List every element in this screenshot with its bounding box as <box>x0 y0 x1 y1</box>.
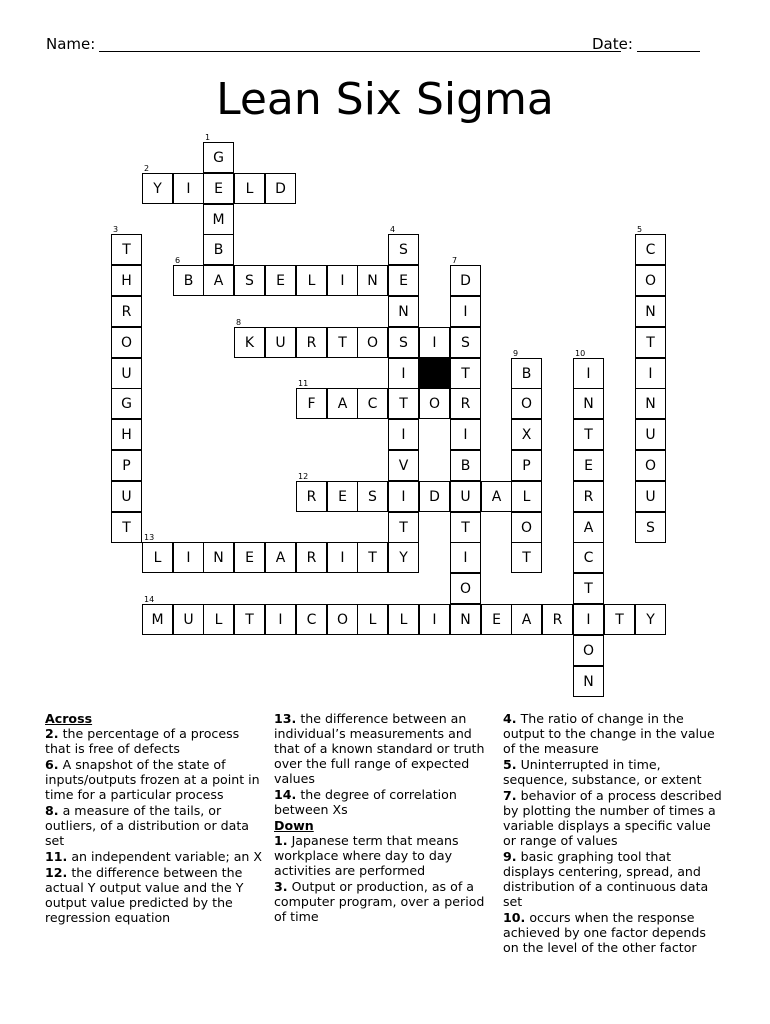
grid-cell[interactable] <box>635 265 666 296</box>
grid-cell[interactable] <box>388 296 419 327</box>
cell-letter: S <box>245 273 254 289</box>
cell-letter: I <box>463 427 468 443</box>
clue-number: 13 <box>144 533 155 542</box>
clues-column-3 <box>503 711 725 956</box>
clue-number: 6 <box>175 256 181 265</box>
cell-letter: O <box>520 520 533 536</box>
cell-letter: T <box>399 396 408 412</box>
grid-cell[interactable] <box>573 450 604 481</box>
cell-letter: O <box>428 396 441 412</box>
cell-letter: O <box>644 458 657 474</box>
grid-cell[interactable] <box>573 388 604 419</box>
cell-letter: E <box>276 273 285 289</box>
cell-letter: F <box>307 396 316 412</box>
cell-letter: T <box>368 550 377 566</box>
cell-letter: A <box>275 550 286 566</box>
cell-letter: O <box>644 273 657 289</box>
grid-cell[interactable] <box>265 265 296 296</box>
cell-letter: T <box>461 366 470 382</box>
grid-cell[interactable] <box>111 265 142 296</box>
cell-letter: E <box>245 550 254 566</box>
cell-letter: O <box>336 612 349 628</box>
cell-letter: I <box>340 273 345 289</box>
grid-cell[interactable] <box>111 388 142 419</box>
grid-cell[interactable] <box>173 256 204 296</box>
grid-cell[interactable] <box>111 225 142 265</box>
grid-cell[interactable] <box>296 265 327 296</box>
cell-letter: C <box>583 550 594 566</box>
grid-cell[interactable] <box>419 388 450 419</box>
down-clue: 4. The ratio of change in the output to the change in the value of the measure <box>503 711 715 756</box>
grid-cell[interactable] <box>511 388 542 419</box>
cell-letter: A <box>491 489 502 505</box>
cell-letter: I <box>186 550 191 566</box>
cell-letter: B <box>460 458 471 474</box>
cell-letter: H <box>121 427 132 443</box>
cell-letter: N <box>645 304 656 320</box>
grid-cell[interactable] <box>635 327 666 358</box>
grid-cell[interactable] <box>357 265 388 296</box>
cell-letter: T <box>646 335 655 351</box>
grid-cell[interactable] <box>388 358 419 389</box>
across-clue: 6. A snapshot of the state of inputs/outputs frozen at a point in time for a particular process <box>45 757 260 802</box>
grid-cell[interactable] <box>234 265 265 296</box>
cell-letter: E <box>399 273 408 289</box>
clues-column-1 <box>45 711 263 926</box>
grid-cell[interactable] <box>357 388 388 419</box>
grid-cell[interactable] <box>635 358 666 389</box>
cell-letter: U <box>645 427 656 443</box>
across-clue: 12. the difference between the actual Y output value and the Y output value predicted by the regression equation <box>45 865 244 925</box>
grid-cell[interactable] <box>573 604 604 635</box>
grid-cell[interactable] <box>635 512 666 543</box>
cell-letter: B <box>183 273 194 289</box>
grid-cell[interactable] <box>511 349 542 389</box>
clue-number: 3 <box>113 225 119 234</box>
cell-letter: R <box>583 489 594 505</box>
cell-letter: C <box>367 396 378 412</box>
cell-letter: N <box>398 304 409 320</box>
cell-letter: T <box>122 520 131 536</box>
grid-cell[interactable] <box>604 604 635 635</box>
grid-cell[interactable] <box>296 604 327 635</box>
clue-number: 12 <box>298 472 309 481</box>
grid-cell[interactable] <box>111 512 142 543</box>
cell-letter: T <box>399 520 408 536</box>
cell-letter: I <box>278 612 283 628</box>
grid-cell[interactable] <box>142 164 173 204</box>
grid-cell[interactable] <box>450 296 481 327</box>
grid-cell[interactable] <box>142 595 173 635</box>
cell-letter: N <box>645 396 656 412</box>
grid-cell[interactable] <box>388 265 419 296</box>
cell-letter: U <box>275 335 286 351</box>
grid-cell[interactable] <box>635 388 666 419</box>
grid-cell[interactable] <box>111 419 142 450</box>
grid-cell[interactable] <box>111 481 142 512</box>
across-clue: 13. the difference between an individual’s measurements and that of a known standard or truth over the full range of expected values <box>274 711 485 786</box>
grid-cell[interactable] <box>388 419 419 450</box>
across-clue: 2. the percentage of a process that is free of defects <box>45 726 240 756</box>
grid-cell[interactable] <box>573 512 604 543</box>
grid-cell[interactable] <box>419 481 450 512</box>
cell-letter: L <box>307 273 316 289</box>
grid-cell[interactable] <box>450 327 481 358</box>
grid-cell[interactable] <box>327 481 358 512</box>
clue-number: 4 <box>390 225 396 234</box>
grid-cell[interactable] <box>388 481 419 512</box>
grid-cell[interactable] <box>111 450 142 481</box>
grid-cell[interactable] <box>111 358 142 389</box>
cell-letter: I <box>586 612 591 628</box>
cell-letter: T <box>522 550 531 566</box>
clues-column-2 <box>274 711 496 925</box>
grid-cell[interactable] <box>142 533 173 573</box>
grid-cell[interactable] <box>573 635 604 666</box>
cell-letter: E <box>584 458 593 474</box>
cell-letter: I <box>401 427 406 443</box>
grid-cell[interactable] <box>450 388 481 419</box>
cell-letter: I <box>340 550 345 566</box>
cell-letter: D <box>429 489 440 505</box>
cell-letter: T <box>245 612 254 628</box>
down-clue: 5. Uninterrupted in time, sequence, substance, or extent <box>503 757 702 787</box>
grid-cell[interactable] <box>265 327 296 358</box>
grid-cell[interactable] <box>203 234 234 265</box>
cell-letter: N <box>583 674 594 690</box>
cell-letter: M <box>212 212 225 228</box>
clue-number: 7 <box>452 256 458 265</box>
cell-letter: P <box>122 458 131 474</box>
puzzle-title: Lean Six Sigma <box>216 74 554 125</box>
cell-letter: T <box>584 427 593 443</box>
grid-cell[interactable] <box>388 450 419 481</box>
cell-letter: B <box>521 366 532 382</box>
cell-letter: U <box>121 489 132 505</box>
cell-letter: R <box>121 304 132 320</box>
grid-cell[interactable] <box>203 542 234 573</box>
grid-cell[interactable] <box>234 542 265 573</box>
cell-letter: E <box>492 612 501 628</box>
grid-cell[interactable] <box>635 604 666 635</box>
cell-letter: I <box>401 366 406 382</box>
grid-cell[interactable] <box>265 604 296 635</box>
cell-letter: R <box>460 396 471 412</box>
cell-letter: I <box>463 550 468 566</box>
cell-letter: A <box>583 520 594 536</box>
cell-letter: S <box>399 335 408 351</box>
cell-letter: G <box>213 150 224 166</box>
cell-letter: I <box>463 304 468 320</box>
grid-cell[interactable] <box>573 573 604 604</box>
grid-cell[interactable] <box>511 481 542 512</box>
grid-cell[interactable] <box>481 481 512 512</box>
cell-letter: U <box>121 366 132 382</box>
grid-cell[interactable] <box>327 604 358 635</box>
cell-letter: S <box>368 489 377 505</box>
grid-cell[interactable] <box>573 419 604 450</box>
grid-cell[interactable] <box>327 327 358 358</box>
cell-letter: A <box>521 612 532 628</box>
cell-letter: L <box>368 612 377 628</box>
cell-letter: S <box>399 242 408 258</box>
grid-cell[interactable] <box>234 173 265 204</box>
grid-cell[interactable] <box>450 358 481 389</box>
cell-letter: R <box>306 550 317 566</box>
cell-letter: E <box>214 181 223 197</box>
grid-cell[interactable] <box>450 256 481 296</box>
grid-cell[interactable] <box>111 296 142 327</box>
clue-number: 11 <box>298 379 309 388</box>
grid-cell[interactable] <box>450 450 481 481</box>
cell-letter: Y <box>646 612 655 628</box>
cell-letter: U <box>460 489 471 505</box>
cell-letter: Y <box>399 550 408 566</box>
cell-letter: N <box>367 273 378 289</box>
grid-cell[interactable] <box>542 604 573 635</box>
cell-letter: I <box>648 366 653 382</box>
grid-cell[interactable] <box>327 542 358 573</box>
grid-cell[interactable] <box>357 481 388 512</box>
cell-letter: I <box>586 366 591 382</box>
date-label: Date: <box>592 35 633 53</box>
cell-letter: O <box>120 335 133 351</box>
grid-cell[interactable] <box>450 604 481 635</box>
grid-block <box>419 358 450 389</box>
grid-cell[interactable] <box>511 542 542 573</box>
cell-letter: U <box>645 489 656 505</box>
grid-cell[interactable] <box>203 204 234 235</box>
cell-letter: A <box>213 273 224 289</box>
grid-cell[interactable] <box>203 173 234 204</box>
cell-letter: P <box>522 458 531 474</box>
cell-letter: L <box>522 489 531 505</box>
clue-number: 8 <box>236 318 242 327</box>
grid-cell[interactable] <box>173 173 204 204</box>
grid-cell[interactable] <box>388 327 419 358</box>
cell-letter: L <box>153 550 162 566</box>
grid-cell[interactable] <box>635 481 666 512</box>
grid-cell[interactable] <box>296 472 327 512</box>
cell-letter: I <box>186 181 191 197</box>
cell-letter: N <box>460 612 471 628</box>
grid-cell[interactable] <box>203 604 234 635</box>
cell-letter: D <box>460 273 471 289</box>
cell-letter: C <box>645 242 656 258</box>
grid-cell[interactable] <box>388 542 419 573</box>
grid-cell[interactable] <box>450 573 481 604</box>
cell-letter: O <box>459 581 472 597</box>
cell-letter: S <box>461 335 470 351</box>
across-heading: Across <box>45 711 93 726</box>
cell-letter: N <box>583 396 594 412</box>
grid-cell[interactable] <box>234 604 265 635</box>
cell-letter: O <box>520 396 533 412</box>
cell-letter: S <box>646 520 655 536</box>
cell-letter: O <box>582 643 595 659</box>
grid-cell[interactable] <box>450 419 481 450</box>
grid-cell[interactable] <box>511 512 542 543</box>
grid-cell[interactable] <box>173 542 204 573</box>
grid-cell[interactable] <box>635 450 666 481</box>
grid-cell[interactable] <box>419 327 450 358</box>
cell-letter: I <box>432 612 437 628</box>
grid-cell[interactable] <box>203 265 234 296</box>
grid-cell[interactable] <box>450 481 481 512</box>
grid-cell[interactable] <box>357 327 388 358</box>
grid-cell[interactable] <box>511 604 542 635</box>
grid-cell[interactable] <box>450 542 481 573</box>
grid-cell[interactable] <box>635 225 666 265</box>
grid-cell[interactable] <box>388 604 419 635</box>
grid-cell[interactable] <box>111 327 142 358</box>
cell-letter: M <box>151 612 164 628</box>
grid-cell[interactable] <box>388 225 419 265</box>
grid-cell[interactable] <box>573 542 604 573</box>
down-clue: 9. basic graphing tool that displays centering, spread, and distribution of a continuous data set <box>503 849 709 909</box>
cell-letter: T <box>615 612 624 628</box>
down-clue: 1. Japanese term that means workplace where day to day activities are performed <box>274 833 459 878</box>
grid-cell[interactable] <box>357 542 388 573</box>
grid-cell[interactable] <box>388 512 419 543</box>
clue-number: 2 <box>144 164 150 173</box>
cell-letter: D <box>275 181 286 197</box>
cell-letter: C <box>306 612 317 628</box>
grid-cell[interactable] <box>419 604 450 635</box>
cell-letter: I <box>432 335 437 351</box>
down-clue: 3. Output or production, as of a computer program, over a period of time <box>274 879 485 924</box>
cell-letter: X <box>521 427 532 443</box>
clue-number: 1 <box>205 133 211 142</box>
grid-cell[interactable] <box>203 133 234 173</box>
cell-letter: I <box>401 489 406 505</box>
down-heading: Down <box>274 818 314 833</box>
cell-letter: H <box>121 273 132 289</box>
grid-cell[interactable] <box>234 318 265 358</box>
grid-cell[interactable] <box>573 481 604 512</box>
clue-number: 14 <box>144 595 155 604</box>
cell-letter: V <box>398 458 409 474</box>
clue-number: 9 <box>513 349 519 358</box>
grid-cell[interactable] <box>573 666 604 697</box>
grid-cell[interactable] <box>327 265 358 296</box>
grid-cell[interactable] <box>296 379 327 419</box>
grid-cell[interactable] <box>450 512 481 543</box>
cell-letter: T <box>338 335 347 351</box>
cell-letter: G <box>121 396 132 412</box>
cell-letter: O <box>366 335 379 351</box>
cell-letter: E <box>338 489 347 505</box>
across-clue: 14. the degree of correlation between Xs <box>274 787 457 817</box>
cell-letter: R <box>306 489 317 505</box>
grid-cell[interactable] <box>173 604 204 635</box>
cell-letter: L <box>214 612 223 628</box>
grid-cell[interactable] <box>388 388 419 419</box>
cell-letter: B <box>213 242 224 258</box>
cell-letter: K <box>244 335 255 351</box>
grid-cell[interactable] <box>511 419 542 450</box>
cell-letter: L <box>399 612 408 628</box>
clue-number: 5 <box>637 225 643 234</box>
cell-letter: T <box>584 581 593 597</box>
cell-letter: Y <box>153 181 162 197</box>
across-clue: 8. a measure of the tails, or outliers, of a distribution or data set <box>45 803 250 848</box>
grid-cell[interactable] <box>296 327 327 358</box>
cell-letter: R <box>552 612 563 628</box>
grid-cell[interactable] <box>511 450 542 481</box>
clue-number: 10 <box>575 349 586 358</box>
cell-letter: N <box>213 550 224 566</box>
down-clue: 10. occurs when the response achieved by one factor depends on the level of the other factor <box>503 910 706 955</box>
cell-letter: U <box>183 612 194 628</box>
grid-cell[interactable] <box>573 349 604 389</box>
grid-cell[interactable] <box>265 173 296 204</box>
grid-cell[interactable] <box>327 388 358 419</box>
name-label: Name: <box>46 35 96 53</box>
grid-cell[interactable] <box>265 542 296 573</box>
grid-cell[interactable] <box>635 419 666 450</box>
cell-letter: A <box>337 396 348 412</box>
cell-letter: T <box>461 520 470 536</box>
grid-cell[interactable] <box>357 604 388 635</box>
grid-cell[interactable] <box>481 604 512 635</box>
down-clue: 7. behavior of a process described by plotting the number of times a variable displays a specific value or range of values <box>503 788 722 848</box>
grid-cell[interactable] <box>296 542 327 573</box>
cell-letter: R <box>306 335 317 351</box>
cell-letter: L <box>245 181 254 197</box>
grid-cell[interactable] <box>635 296 666 327</box>
cell-letter: T <box>122 242 131 258</box>
across-clue: 11. an independent variable; an X <box>45 849 263 864</box>
